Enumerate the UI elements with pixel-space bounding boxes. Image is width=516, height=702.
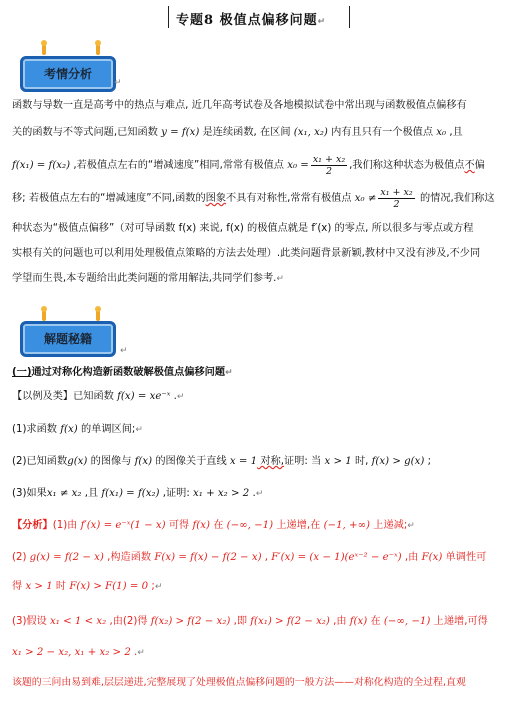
analysis-text: 得 [12, 581, 26, 592]
intro-line-4 [12, 186, 495, 212]
analysis-text: ,由 [401, 552, 422, 563]
math-expr: (x₁, x₂) [293, 127, 328, 138]
math-expr: f(x₂) > f(2 − x₂) [150, 616, 231, 627]
analysis-line-3 [12, 580, 162, 594]
analysis-text: ,即 [230, 616, 251, 627]
question-text: 对称, [257, 456, 285, 467]
intro-line-1 [12, 99, 467, 113]
analysis-line-1 [12, 519, 415, 533]
paragraph-mark: ↵ [176, 392, 185, 402]
math-expr: f(x) [192, 520, 210, 531]
question-text: 的单调区间; [77, 424, 136, 435]
intro-text: 不具有对称性,常常有极值点 [226, 193, 355, 204]
intro-text: ,且 [446, 127, 463, 138]
example-intro [12, 390, 184, 404]
math-expr: F(x) > F(1) = 0 [69, 581, 149, 592]
analysis-text: (3)假设 [12, 616, 51, 627]
math-expr: f(x₁) = f(x₂) [101, 488, 160, 499]
math-expr: x₁ > 2 − x₂, x₁ + x₂ > 2 [12, 647, 131, 658]
paragraph-mark: ↵ [317, 17, 327, 27]
intro-line-7 [12, 272, 284, 286]
intro-text: 种状态为“极值点偏移”（对可导函数 f(x) 来说, f(x) 的极值点就是 f′(x) 的零点, 所以很多与零点或方程 [12, 223, 474, 234]
fraction [311, 154, 347, 177]
intro-text: 实根有关的问题也可以利用处理极值点策略的方法去处理）.此类问题背景新颖,教材中又没有涉及,不少同 [12, 248, 481, 259]
analysis-text: (1)由 [52, 520, 81, 531]
section-heading [12, 366, 233, 380]
question-text: . [249, 488, 256, 499]
analysis-text: 在 [367, 616, 384, 627]
intro-text: ,若极值点左右的“增减速度”相同,常常有极值点 [70, 160, 288, 171]
paragraph-mark: ↵ [276, 274, 284, 284]
question-1 [12, 423, 143, 437]
intro-text: 图象 [205, 193, 227, 204]
fraction [378, 187, 414, 210]
analysis-text: 时 [52, 581, 70, 592]
math-expr: x > 1 [324, 456, 352, 467]
intro-text: 的情况,我们称这 [416, 193, 495, 204]
math-expr: x = 1 [229, 456, 258, 467]
intro-line-5 [12, 222, 473, 236]
pin-icon [42, 310, 46, 321]
pin-icon [96, 44, 100, 55]
paragraph-mark: ↵ [255, 489, 264, 499]
intro-text: 关的函数与不等式问题,已知函数 [12, 127, 162, 138]
intro-text: ,我们称这种状态为极值点 [349, 160, 465, 171]
analysis-text: 上递增,可得 [430, 616, 488, 627]
question-text: (3)如果 [12, 488, 47, 499]
question-text: 的图像关于直线 [152, 456, 230, 467]
section-number: (一) [12, 367, 32, 378]
intro-line-2 [12, 126, 463, 140]
analysis-text: ,构造函数 [103, 552, 155, 563]
intro-text: 是连续函数, 在区间 [199, 127, 294, 138]
math-expr: x₀ [436, 127, 447, 138]
math-expr: f′(x) = e⁻ˣ(1 − x) [80, 520, 166, 531]
question-text: (1)求函数 [12, 424, 61, 435]
math-expr: f(x₁) = f(x₂) [12, 160, 71, 171]
paragraph-mark: ↵ [225, 368, 233, 378]
pin-icon [42, 44, 46, 55]
section-title: 通过对称化构造新函数破解极值点偏移问题 [31, 367, 226, 378]
analysis-text: 上递减; [370, 520, 408, 531]
math-expr: x₀ = [287, 160, 309, 171]
math-expr: F′(x) = (x − 1)(eˣ⁻² − e⁻ˣ) [271, 552, 402, 563]
analysis-text: 单调性可 [442, 552, 487, 563]
math-expr: F(x) [421, 552, 443, 563]
fraction-numerator: x₁ + x₂ [312, 153, 346, 165]
math-expr: F(x) = f(x) − f(2 − x) [154, 552, 262, 563]
question-2 [12, 455, 431, 469]
analysis-text: (2) [12, 552, 30, 563]
analysis-line-4 [12, 615, 488, 629]
intro-text: 不 [464, 160, 475, 171]
intro-text: 偏 [474, 160, 485, 171]
intro-text: 函数与导数一直是高考中的热点与难点, 近几年高考试卷及各地模拟试卷中常出现与函数极值点偏移有 [12, 100, 467, 111]
analysis-text: ,由(2)得 [106, 616, 151, 627]
banner-secrets [20, 321, 116, 357]
example-text: . [170, 391, 177, 402]
analysis-line-2 [12, 551, 486, 565]
question-text: 证明: 当 [284, 456, 325, 467]
pin-icon [96, 310, 100, 321]
question-text: 时, [351, 456, 372, 467]
banner-analysis [20, 56, 116, 92]
intro-line-3 [12, 153, 485, 179]
analysis-text: ,由 [329, 616, 350, 627]
question-3 [12, 487, 263, 501]
paragraph-mark: ↵ [114, 78, 122, 88]
analysis-line-6 [12, 676, 466, 690]
math-expr: g(x) [67, 456, 88, 467]
math-expr: x₁ ≠ x₂ [46, 488, 82, 499]
banner-secrets-label: 解题秘籍 [43, 332, 92, 346]
math-expr: f(x) [134, 456, 153, 467]
example-text: 【以例及类】已知函数 [12, 391, 118, 402]
paragraph-mark: ↵ [137, 648, 145, 658]
analysis-line-5 [12, 646, 145, 660]
analysis-text: 上递增,在 [273, 520, 324, 531]
page-title [176, 9, 326, 28]
math-expr: f(x) > g(x) [371, 456, 425, 467]
question-text: (2)已知函数 [12, 456, 68, 467]
question-text: ; [424, 456, 432, 467]
analysis-text: 在 [209, 520, 227, 531]
intro-text: 移; 若极值点左右的“增减速度”不同,函数的 [12, 193, 206, 204]
math-expr: x > 1 [25, 581, 53, 592]
paragraph-mark: ↵ [120, 346, 128, 356]
math-expr: f(x₁) > f(2 − x₂) [250, 616, 330, 627]
intro-text: 内有且只有一个极值点 [327, 127, 437, 138]
math-expr: f(x) [60, 424, 78, 435]
analysis-text: ; [148, 581, 155, 592]
math-expr: x₁ < 1 < x₂ [50, 616, 107, 627]
paragraph-mark: ↵ [407, 521, 415, 531]
math-expr: (−∞, −1) [226, 520, 274, 531]
math-expr: x₁ + x₂ > 2 [193, 488, 250, 499]
paragraph-mark: ↵ [135, 425, 143, 435]
math-expr: f(x) = xe⁻ˣ [117, 391, 171, 402]
analysis-label: 【分析】 [12, 520, 53, 531]
analysis-text: 该题的三问由易到难,层层递进,完整展现了处理极值点偏移问题的一般方法——对称化构造的全过程,直观 [12, 677, 466, 688]
analysis-text: 可得 [165, 520, 193, 531]
math-expr: g(x) = f(2 − x) [29, 552, 104, 563]
intro-text: 学望而生畏,本专题给出此类问题的常用解法,共同学们参考. [12, 273, 277, 284]
title-text: 专题8 极值点偏移问题 [176, 13, 318, 28]
analysis-text: . [130, 647, 138, 658]
math-expr: (−∞, −1) [383, 616, 431, 627]
paragraph-mark: ↵ [154, 582, 163, 592]
fraction-numerator: x₁ + x₂ [380, 186, 413, 198]
banner-analysis-label: 考情分析 [43, 67, 92, 81]
intro-line-6 [12, 247, 480, 261]
analysis-text: , [261, 552, 272, 563]
math-expr: y = f(x) [161, 127, 200, 138]
math-expr: (−1, +∞) [323, 520, 371, 531]
question-text: ,且 [81, 488, 102, 499]
math-expr: x₀ ≠ [354, 193, 377, 204]
question-text: ,证明: [159, 488, 194, 499]
question-text: 的图像与 [87, 456, 135, 467]
fraction-denominator: 2 [325, 165, 332, 177]
math-expr: f(x) [349, 616, 368, 627]
fraction-denominator: 2 [393, 198, 400, 210]
